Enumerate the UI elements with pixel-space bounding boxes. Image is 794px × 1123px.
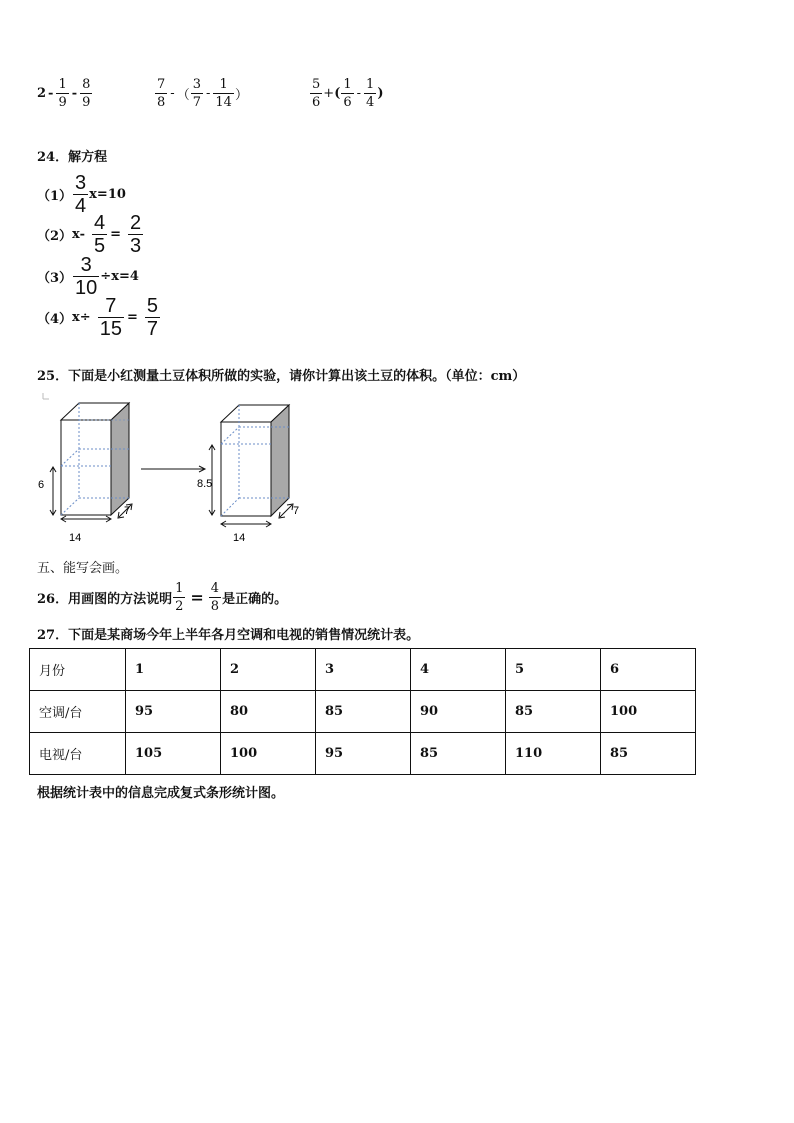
container-diagram xyxy=(35,390,315,548)
equals-sign: = xyxy=(126,310,138,325)
numerator: 5 xyxy=(312,77,321,92)
table-cell: 4 xyxy=(411,649,506,691)
close-paren: ) xyxy=(377,86,384,101)
denominator: 8 xyxy=(157,95,166,110)
calc-expression-1 xyxy=(37,78,93,109)
right-container xyxy=(209,405,293,527)
numerator: 7 xyxy=(105,295,117,317)
table-cell: 90 xyxy=(411,691,506,733)
q27-title: 27．下面是某商场今年上半年各月空调和电视的销售情况统计表。 xyxy=(37,628,420,643)
numerator: 4 xyxy=(210,581,220,596)
numerator: 8 xyxy=(82,77,91,92)
q26-prefix: 26．用画图的方法说明 xyxy=(37,592,173,607)
denominator: 8 xyxy=(210,599,220,614)
right-width-label: 14 xyxy=(233,532,246,544)
calc-expression-2 xyxy=(154,78,248,109)
numerator: 5 xyxy=(146,295,158,317)
open-paren: （ xyxy=(176,88,190,103)
table-cell: 80 xyxy=(221,691,316,733)
numerator: 1 xyxy=(219,77,228,92)
denominator: 6 xyxy=(312,95,321,110)
denominator: 6 xyxy=(343,95,352,110)
left-container xyxy=(50,403,132,522)
table-row xyxy=(30,691,696,733)
calc-expression-3 xyxy=(309,78,383,109)
fraction xyxy=(341,78,353,109)
sales-table xyxy=(29,648,696,775)
numerator: 2 xyxy=(130,212,142,234)
table-header-row xyxy=(30,649,696,691)
numerator: 1 xyxy=(366,77,375,92)
denominator: 15 xyxy=(99,318,122,340)
equation-label: （1） xyxy=(37,189,73,204)
q25-title: 25．下面是小红测量土豆体积所做的实验，请你计算出该土豆的体积。（单位：cm） xyxy=(37,369,526,384)
table-cell: 85 xyxy=(316,691,411,733)
calc-lead-number: 2 xyxy=(37,86,47,101)
fraction xyxy=(209,582,221,613)
table-cell: 1 xyxy=(126,649,221,691)
fraction xyxy=(145,296,160,339)
minus-sign: - xyxy=(48,86,54,101)
open-paren: ( xyxy=(334,86,341,101)
denominator: 9 xyxy=(58,95,67,110)
section-five-heading: 五、能写会画。 xyxy=(37,561,129,576)
equation-rest: ÷x=4 xyxy=(100,269,139,284)
numerator: 3 xyxy=(192,77,201,92)
table-cell: 105 xyxy=(126,733,221,775)
equation-label: （4） xyxy=(37,312,73,327)
numerator: 3 xyxy=(75,172,87,194)
equation-rest: x=10 xyxy=(89,187,126,202)
denominator: 10 xyxy=(75,277,98,299)
numerator: 1 xyxy=(58,77,67,92)
fraction xyxy=(173,582,185,613)
left-width-label: 14 xyxy=(69,532,82,544)
fraction xyxy=(56,78,68,109)
table-cell: 3 xyxy=(316,649,411,691)
numerator: 1 xyxy=(175,581,184,596)
denominator: 4 xyxy=(366,95,375,110)
table-cell: 100 xyxy=(601,691,696,733)
left-height-label: 6 xyxy=(38,479,45,491)
q24-equation-1 xyxy=(37,173,126,216)
fraction xyxy=(364,78,376,109)
q24-title: 24．解方程 xyxy=(37,150,108,165)
table-row xyxy=(30,733,696,775)
table-cell: 空调/台 xyxy=(30,691,126,733)
q24-equation-4 xyxy=(37,296,161,339)
table-cell: 110 xyxy=(506,733,601,775)
table-cell: 85 xyxy=(601,733,696,775)
left-depth-label: 7 xyxy=(124,505,131,517)
table-cell: 电视/台 xyxy=(30,733,126,775)
fraction xyxy=(191,78,203,109)
equation-prefix: x- xyxy=(72,227,85,242)
minus-sign: - xyxy=(356,86,362,101)
equation-prefix: x÷ xyxy=(72,310,91,325)
numerator: 7 xyxy=(157,77,166,92)
fraction xyxy=(80,78,92,109)
q27-note: 根据统计表中的信息完成复式条形统计图。 xyxy=(37,786,285,801)
fraction xyxy=(128,213,143,256)
numerator: 3 xyxy=(80,254,92,276)
equation-label: （3） xyxy=(37,271,73,286)
q24-equation-2 xyxy=(37,213,144,256)
q26-line xyxy=(37,582,287,613)
denominator: 7 xyxy=(192,95,201,110)
minus-sign: - xyxy=(71,86,78,101)
table-cell: 95 xyxy=(316,733,411,775)
q26-suffix: 是正确的。 xyxy=(222,592,288,607)
fraction xyxy=(213,78,234,109)
table-cell: 85 xyxy=(506,691,601,733)
minus-sign: - xyxy=(170,86,175,101)
fraction xyxy=(73,255,99,298)
fraction xyxy=(92,213,107,256)
table-cell: 2 xyxy=(221,649,316,691)
equation-label: （2） xyxy=(37,229,73,244)
denominator: 4 xyxy=(75,195,87,217)
table-cell: 95 xyxy=(126,691,221,733)
numerator: 4 xyxy=(93,212,106,234)
table-cell: 6 xyxy=(601,649,696,691)
denominator: 2 xyxy=(175,599,184,614)
denominator: 3 xyxy=(130,235,142,257)
table-cell: 5 xyxy=(506,649,601,691)
denominator: 9 xyxy=(82,95,91,110)
minus-sign: - xyxy=(205,86,211,101)
table-cell: 85 xyxy=(411,733,506,775)
equals-sign: = xyxy=(190,588,204,607)
table-cell: 100 xyxy=(221,733,316,775)
numerator: 1 xyxy=(343,77,352,92)
right-depth-label: 7 xyxy=(293,505,300,517)
denominator: 14 xyxy=(215,95,232,110)
right-height-label: 8.5 xyxy=(197,478,213,490)
plus-sign: + xyxy=(323,86,335,101)
fraction xyxy=(310,78,322,109)
fraction xyxy=(155,78,167,109)
denominator: 7 xyxy=(146,318,158,340)
fraction xyxy=(73,173,88,216)
close-paren: ） xyxy=(234,88,248,103)
table-cell: 月份 xyxy=(30,649,126,691)
equals-sign: = xyxy=(110,227,121,242)
fraction xyxy=(98,296,124,339)
denominator: 5 xyxy=(93,235,106,257)
q24-equation-3 xyxy=(37,255,139,298)
